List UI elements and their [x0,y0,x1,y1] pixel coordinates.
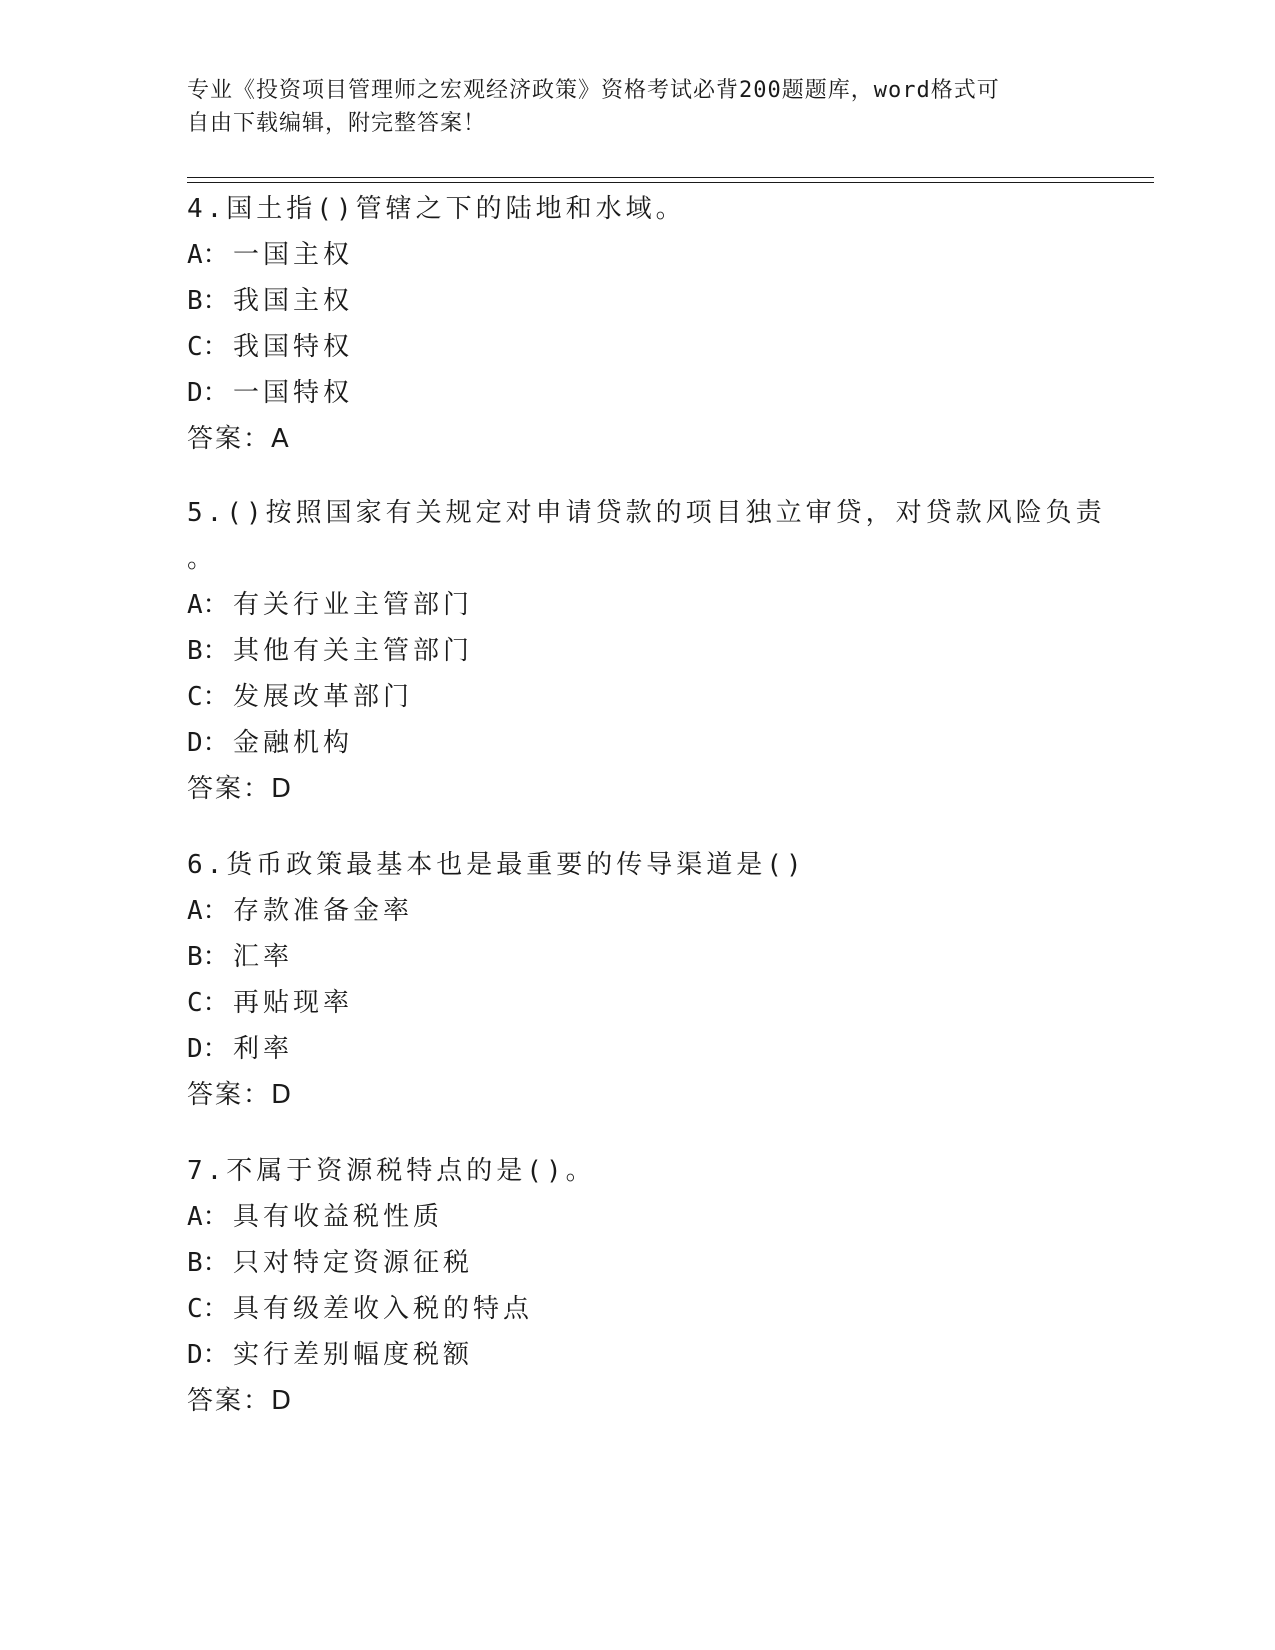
option-key: A： [187,240,229,270]
option-key: B： [187,942,229,972]
option-c [187,674,1087,720]
option-text: 一国特权 [233,378,354,408]
option-text: 利率 [233,1034,294,1064]
option-key: C： [187,332,229,362]
question-stem: 4.国土指()管辖之下的陆地和水域。 [187,194,686,224]
option-d [187,1026,1087,1072]
option-c [187,324,1087,370]
option-key: B： [187,1248,229,1278]
option-text: 其他有关主管部门 [233,636,474,666]
question-5 [187,490,1106,812]
answer: 答案：D [187,1080,294,1110]
option-key: C： [187,682,229,712]
option-key: D： [187,728,229,758]
answer: 答案：D [187,774,294,804]
option-key: A： [187,896,229,926]
question-stem: 6.货币政策最基本也是最重要的传导渠道是() [187,850,806,880]
option-text: 实行差别幅度税额 [233,1340,474,1370]
option-text: 一国主权 [233,240,354,270]
option-text: 发展改革部门 [233,682,414,712]
option-c [187,1286,1087,1332]
option-a [187,232,1087,278]
option-b [187,628,1087,674]
question-stem [187,490,1106,582]
question-4 [187,186,1087,462]
option-a [187,888,1087,934]
option-key: B： [187,286,229,316]
option-text: 我国特权 [233,332,354,362]
header-line-2: 自由下载编辑，附完整答案！ [187,111,487,136]
option-key: D： [187,378,229,408]
option-key: D： [187,1340,229,1370]
question-stem-line-1: 5.()按照国家有关规定对申请贷款的项目独立审贷，对贷款风险负责 [187,498,1106,528]
option-d [187,370,1087,416]
option-d [187,720,1087,766]
question-6 [187,842,1087,1118]
option-b [187,934,1087,980]
option-key: A： [187,590,229,620]
document-header [187,74,1067,140]
option-text: 金融机构 [233,728,354,758]
option-text: 具有收益税性质 [233,1202,444,1232]
answer: 答案：A [187,424,291,454]
answer: 答案：D [187,1386,294,1416]
option-text: 具有级差收入税的特点 [233,1294,534,1324]
option-key: D： [187,1034,229,1064]
option-key: A： [187,1202,229,1232]
option-text: 有关行业主管部门 [233,590,474,620]
option-d [187,1332,1087,1378]
option-key: C： [187,988,229,1018]
option-text: 存款准备金率 [233,896,414,926]
option-b [187,1240,1087,1286]
header-divider-bottom [187,182,1154,183]
option-a [187,582,1087,628]
option-text: 汇率 [233,942,294,972]
option-key: C： [187,1294,229,1324]
option-text: 再贴现率 [233,988,354,1018]
option-text: 我国主权 [233,286,354,316]
header-divider-top [187,177,1154,178]
question-stem-line-2: 。 [187,544,218,574]
option-a [187,1194,1087,1240]
option-key: B： [187,636,229,666]
option-text: 只对特定资源征税 [233,1248,474,1278]
question-stem: 7.不属于资源税特点的是()。 [187,1156,596,1186]
header-line-1: 专业《投资项目管理师之宏观经济政策》资格考试必背200题题库，word格式可 [187,78,1000,103]
option-b [187,278,1087,324]
option-c [187,980,1087,1026]
question-7 [187,1148,1087,1424]
